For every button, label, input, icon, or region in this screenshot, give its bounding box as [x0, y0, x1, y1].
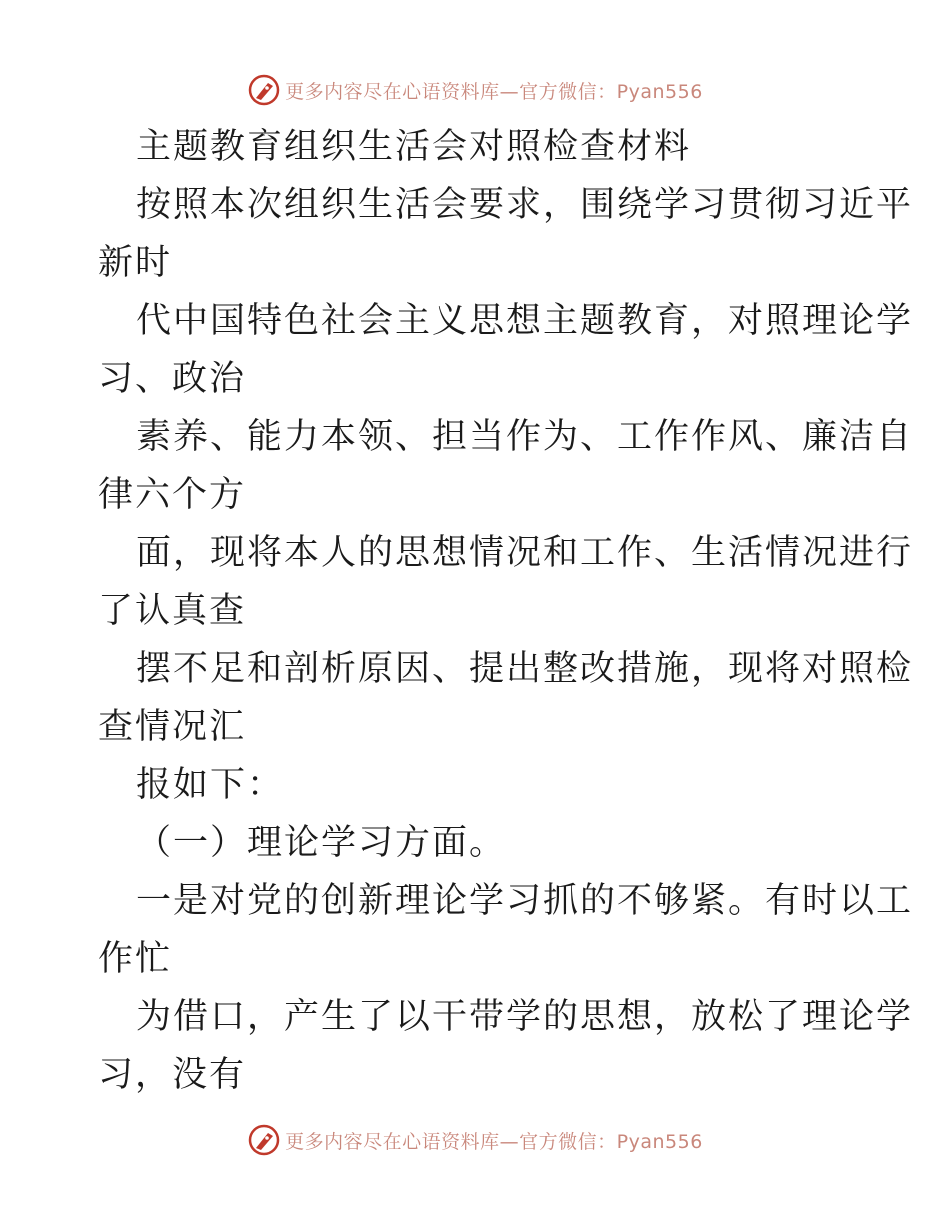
- watermark-text: 更多内容尽在心语资料库—官方微信：Pyan556: [285, 1130, 703, 1153]
- paragraph-line: 作忙: [98, 939, 173, 979]
- document-title: 主题教育组织生活会对照检查材料: [136, 127, 692, 167]
- section-heading: （一）理论学习方面。: [136, 823, 507, 863]
- paragraph-line: 新时: [98, 243, 173, 283]
- paragraph-line: 查情况汇: [98, 707, 247, 747]
- paragraph-line: 代中国特色社会主义思想主题教育，对照理论学: [136, 301, 914, 341]
- paragraph-line: 摆不足和剖析原因、提出整改措施，现将对照检: [136, 649, 914, 689]
- pen-nib-seal-icon: [247, 73, 281, 107]
- header-watermark: [0, 70, 950, 110]
- paragraph-line: 报如下：: [136, 765, 285, 805]
- paragraph-line: 为借口，产生了以干带学的思想，放松了理论学: [136, 997, 914, 1037]
- paragraph-line: 一是对党的创新理论学习抓的不够紧。有时以工: [136, 881, 914, 921]
- document-body: [98, 118, 914, 1104]
- paragraph-line: 素养、能力本领、担当作为、工作作风、廉洁自: [136, 417, 914, 457]
- paragraph-line: 面，现将本人的思想情况和工作、生活情况进行: [136, 533, 914, 573]
- paragraph-line: 了认真查: [98, 591, 247, 631]
- paragraph-line: 习、政治: [98, 359, 247, 399]
- paragraph-line: 习，没有: [98, 1055, 247, 1095]
- paragraph-line: 律六个方: [98, 475, 247, 515]
- pen-nib-seal-icon: [247, 1123, 281, 1157]
- watermark-text: 更多内容尽在心语资料库—官方微信：Pyan556: [285, 80, 703, 103]
- paragraph-line: 按照本次组织生活会要求，围绕学习贯彻习近平: [136, 185, 914, 225]
- footer-watermark: [0, 1120, 950, 1160]
